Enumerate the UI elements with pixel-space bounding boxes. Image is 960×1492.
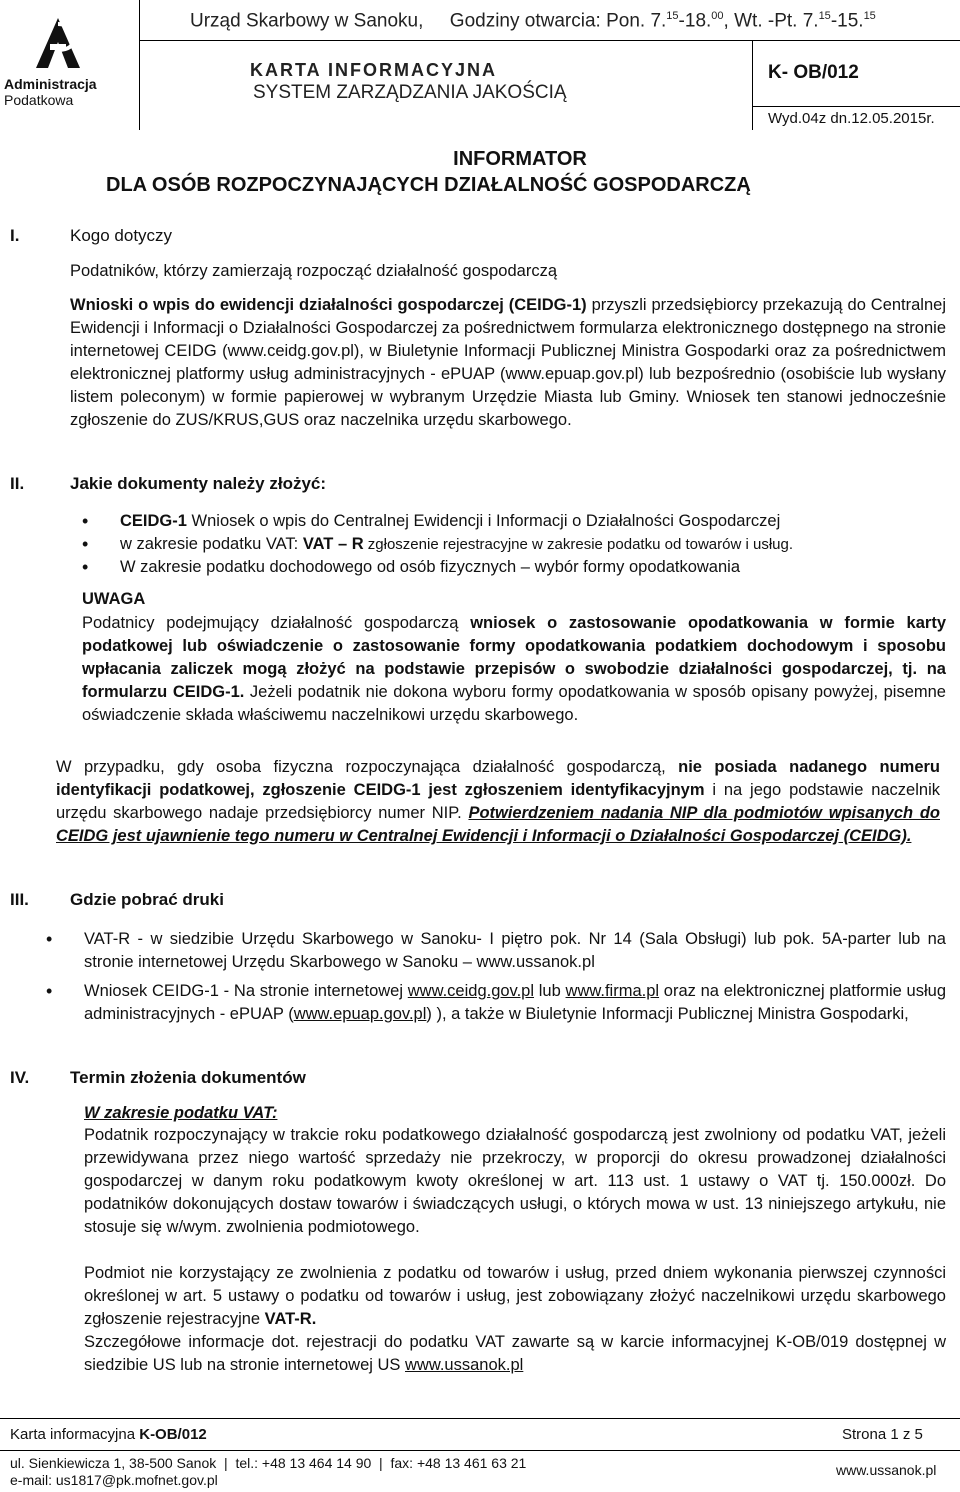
edition-date: Wyd.04z dn.12.05.2015r. <box>768 110 935 127</box>
footer-fax: fax: +48 13 461 63 21 <box>390 1455 527 1471</box>
ceidg-link[interactable]: www.ceidg.gov.pl <box>407 982 535 1000</box>
footer-website[interactable]: www.ussanok.pl <box>836 1462 937 1478</box>
firma-link[interactable]: www.firma.pl <box>565 982 660 1000</box>
epuap-link[interactable]: www.epuap.gov.pl <box>293 1005 427 1023</box>
forms-list <box>84 928 946 1026</box>
section-heading: Kogo dotyczy <box>70 226 173 245</box>
section-paragraph: Wnioski o wpis do ewidencji działalności gospodarczej (CEIDG-1) przyszli przedsiębiorcy przekazują do Centralnej Ewidencji i Informacji o Działalności Gospodarczej za pośrednictwem formularza elektronicznego dostępnego na stronie internetowej CEIDG (www.ceidg.gov.pl), w Biuletynie Informacji Publicznej Ministra Gospodarki oraz za pośrednictwem elektronicznej platformy usług administracyjnych - ePUAP (www.epuap.gov.pl) lub bezpośrednio (osobiście lub wysłany listem poleconym) w formie papierowej w wybranym Urzędzie Miasta lub Gminy. Wniosek ten stanowi jednocześnie zgłoszenie do ZUS/KRUS,GUS oraz naczelnika urzędu skarbowego. <box>70 296 946 429</box>
footer-address: ul. Sienkiewicza 1, 38-500 Sanok <box>10 1455 217 1471</box>
section-heading: Jakie dokumenty należy złożyć: <box>70 474 327 493</box>
list-item: • CEIDG-1 Wniosek o wpis do Centralnej Ewidencji i Informacji o Działalności Gospodarczej <box>120 510 950 533</box>
administracja-podatkowa-logo-icon <box>28 14 88 72</box>
vat-details-paragraph: Szczegółowe informacje dot. rejestracji do podatku VAT zawarte są w karcie informacyjnej K-OB/019 dostępnej w siedzibie US lub na stronie internetowej US www.ussanok.pl <box>84 1333 946 1374</box>
section-number: III. <box>10 890 29 909</box>
note-paragraph: Podatnicy podejmujący działalność gospodarczą wniosek o zastosowanie opodatkowania w formie karty podatkowej lub oświadczenie o zastosowanie formy opodatkowania podatkiem dochodowym i sposobu wpłacania zaliczek mogą złożyć na podstawie przepisów o swobodzie działalności gospodarczej, tj. na formularzu CEIDG-1. Jeżeli podatnik nie dokona wyboru formy opodatkowania w sposób opisany powyżej, pisemne oświadczenie składa właściwemu naczelnikowi urzędu skarbowego. <box>82 614 946 724</box>
note-heading: UWAGA <box>82 590 146 608</box>
list-item: • VAT-R - w siedzibie Urzędu Skarbowego w Sanoku- I piętro pok. Nr 14 (Sala Obsługi) lub pok. 5A-parter lub na stronie internetowej Urzędu Skarbowego w Sanoku – www.ussanok.pl <box>84 928 946 974</box>
list-item: • Wniosek CEIDG-1 - Na stronie internetowej www.ceidg.gov.pl lub www.firma.pl oraz na elektronicznej platformie usług administracyjnych - ePUAP (www.epuap.gov.pl) ), a także w Biuletynie Informacji Publicznej Ministra Gospodarki, <box>84 980 946 1026</box>
section-heading: Gdzie pobrać druki <box>70 890 224 909</box>
document-code: K- OB/012 <box>768 62 859 83</box>
list-item: • w zakresie podatku VAT: VAT – R zgłoszenie rejestracyjne w zakresie podatku od towarów i usług. <box>120 533 950 556</box>
logo-line1: Administracja <box>4 76 97 92</box>
ussanok-link[interactable]: www.ussanok.pl <box>405 1356 524 1374</box>
footer-phone: tel.: +48 13 464 14 90 <box>235 1455 372 1471</box>
document-type: KARTA INFORMACYJNA <box>250 60 497 80</box>
list-item: • W zakresie podatku dochodowego od osób fizycznych – wybór formy opodatkowania <box>120 556 950 579</box>
page-number: Strona 1 z 5 <box>842 1426 923 1443</box>
section-number: IV. <box>10 1068 30 1087</box>
logo <box>4 14 124 110</box>
footer-email[interactable]: e-mail: us1817@pk.mofnet.gov.pl <box>10 1472 218 1488</box>
page-subtitle: DLA OSÓB ROZPOCZYNAJĄCYCH DZIAŁALNOŚĆ GOSPODARCZĄ <box>106 174 751 196</box>
vat-registration-paragraph: Podmiot nie korzystający ze zwolnienia z podatku od towarów i usług, przed dniem wykonania pierwszej czynności określonej w art. 5 ustawy o podatku od towarów i usług, jest zobowiązany złożyć naczelnikowi urzędu skarbowego zgłoszenie rejestracyjne VAT-R. <box>84 1264 946 1328</box>
logo-line2: Podatkowa <box>4 92 74 108</box>
section-number: I. <box>10 226 20 245</box>
section-heading: Termin złożenia dokumentów <box>70 1068 306 1087</box>
system-name: SYSTEM ZARZĄDZANIA JAKOŚCIĄ <box>253 82 567 103</box>
page-title: INFORMATOR <box>453 148 587 170</box>
vat-subheading: W zakresie podatku VAT: <box>84 1104 278 1122</box>
office-name: Urząd Skarbowy w Sanoku, <box>190 10 424 32</box>
nip-paragraph: W przypadku, gdy osoba fizyczna rozpoczynająca działalność gospodarczą, nie posiada nadanego numeru identyfikacji podatkowej, zgłoszenie CEIDG-1 jest zgłoszeniem identyfikacyjnym i na jego podstawie naczelnik urzędu skarbowego nadaje przedsiębiorcy numer NIP. Potwierdzeniem nadania NIP dla podmiotów wpisanych do CEIDG jest ujawnienie tego numeru w Centralnej Ewidencji i Informacji o Działalności Gospodarczej (CEIDG). <box>56 758 940 845</box>
office-hours: Urząd Skarbowy w Sanoku, Godziny otwarcia: Pon. 7.15-18.00, Wt. -Pt. 7.15-15.15 <box>190 10 876 32</box>
document-list <box>120 510 950 579</box>
vat-paragraph: Podatnik rozpoczynający w trakcie roku podatkowego działalność gospodarczą jest zwolniony od podatku VAT, jeżeli przewidywana przez niego wartość sprzedaży nie przekroczy, w proporcji do okresu prowadzonej działalności gospodarczej w danym roku podatkowym kwoty określonej w art. 113 ust. 1 ustawy o VAT tj. 150.000zł. Do podatników dokonujących dostaw towarów i świadczących usługi, o których mowa w ust. 13 niniejszego artykułu, nie stosuje się w/wym. zwolnienia podmiotowego. <box>84 1126 946 1236</box>
footer-card: Karta informacyjna K-OB/012 <box>10 1426 207 1443</box>
section-subheading: Podatników, którzy zamierzają rozpocząć działalność gospodarczą <box>70 262 557 280</box>
footer-contact: ul. Sienkiewicza 1, 38-500 Sanok | tel.: +48 13 464 14 90 | fax: +48 13 461 63 21 <box>10 1455 527 1471</box>
section-number: II. <box>10 474 25 493</box>
